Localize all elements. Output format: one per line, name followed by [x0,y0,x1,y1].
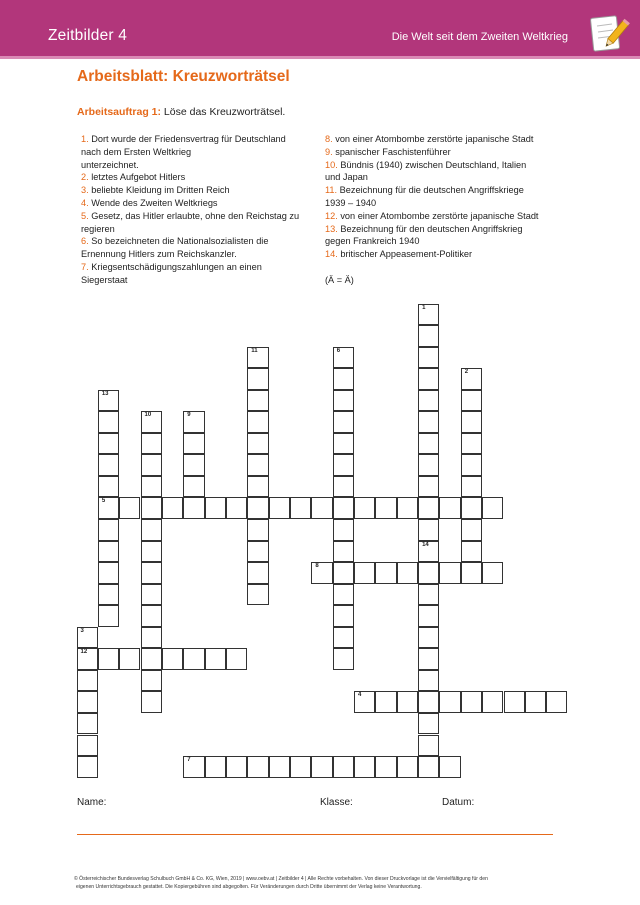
clue-number: 3. [81,185,89,196]
task-text: Löse das Kreuzworträtsel. [161,106,286,118]
clue-text: Bezeichnung für den deutschen Angriffskrieg [337,223,523,234]
crossword-cell[interactable] [418,476,439,498]
clue-text: (Ä = Ä) [325,274,354,285]
crossword-cell[interactable] [354,562,375,584]
crossword-cell[interactable] [333,562,354,584]
series-title: Zeitbilder 4 [48,27,128,44]
crossword-cell[interactable] [311,756,332,778]
crossword-cell[interactable] [183,497,204,519]
crossword-cell[interactable] [205,497,226,519]
crossword-cell[interactable] [418,691,439,713]
crossword-clue-number: 13 [101,390,109,397]
crossword-cell[interactable] [439,756,460,778]
crossword-cell[interactable] [333,476,354,498]
clue-text: letztes Aufgebot Hitlers [88,172,186,183]
clues-right-column [325,133,565,287]
crossword-clue-number: 6 [336,347,341,354]
crossword-cell[interactable] [418,497,439,519]
crossword-cell[interactable] [141,454,162,476]
crossword-cell[interactable] [247,541,268,563]
crossword-clue-number: 7 [187,757,191,764]
crossword-cell[interactable] [418,648,439,670]
crossword-cell[interactable] [226,497,247,519]
clue-text: Bündnis (1940) zwischen Deutschland, Italien [337,159,527,170]
crossword-cell[interactable] [333,541,354,563]
clue-text: spanischer Faschistenführer [332,146,451,157]
crossword-cell[interactable] [397,562,418,584]
clue-line [325,184,565,197]
topic-title: Die Welt seit dem Zweiten Weltkrieg [391,31,568,43]
crossword-clue-number: 10 [144,412,152,419]
crossword-clue-number: 14 [422,541,429,548]
crossword-cell[interactable] [354,756,375,778]
crossword-cell[interactable] [333,497,354,519]
crossword-clue-number: 12 [80,649,88,656]
crossword-clue-number: 5 [101,498,106,505]
clue-number: 5. [81,210,89,221]
crossword-cell[interactable] [333,433,354,455]
clue-line [81,197,321,210]
clue-line [81,184,321,197]
worksheet-title: Arbeitsblatt: Kreuzworträtsel [77,68,290,85]
crossword-cell[interactable] [77,648,98,670]
legal-line-1: © Österreichischer Bundesverlag Schulbuch GmbH & Co. KG, Wien, 2019 | www.oebv.at | Zeitbilder 4 | Alle Rechte vorbehalten. Von dieser Druckvorlage ist die Vervielfältigung für den [74,876,488,882]
crossword-cell[interactable] [461,519,482,541]
clue-text: Kriegsentschädigungszahlungen an einen [88,261,262,272]
crossword-cell[interactable] [418,304,439,326]
crossword-cell[interactable] [98,519,119,541]
crossword-cell[interactable] [418,368,439,390]
crossword-cell[interactable] [183,648,204,670]
clue-line [325,210,565,223]
crossword-cell[interactable] [77,691,98,713]
crossword-cell[interactable] [418,390,439,412]
crossword-clue-number: 1 [422,304,426,311]
crossword-cell[interactable] [247,411,268,433]
clue-text: Bezeichnung für die deutschen Angriffskriege [337,185,524,196]
crossword-cell[interactable] [311,497,332,519]
crossword-cell[interactable] [439,691,460,713]
crossword-cell[interactable] [333,454,354,476]
crossword-cell[interactable] [439,562,460,584]
crossword-cell[interactable] [141,605,162,627]
crossword-cell[interactable] [354,497,375,519]
crossword-clue-number: 3 [80,627,84,634]
footer-rule [77,834,553,835]
crossword-cell[interactable] [141,411,162,433]
legal-notice [74,875,594,892]
crossword-cell[interactable] [183,454,204,476]
clue-number: 10. [325,159,338,170]
crossword-cell[interactable] [461,691,482,713]
crossword-cell[interactable] [247,368,268,390]
clue-line [81,146,321,159]
crossword-cell[interactable] [247,454,268,476]
crossword-cell[interactable] [375,562,396,584]
crossword-cell[interactable] [290,497,311,519]
crossword-cell[interactable] [482,691,503,713]
crossword-cell[interactable] [461,497,482,519]
crossword-cell[interactable] [98,562,119,584]
crossword-cell[interactable] [247,562,268,584]
crossword-cell[interactable] [418,735,439,757]
clue-number: 1. [81,134,89,144]
crossword-cell[interactable] [439,497,460,519]
crossword-cell[interactable] [77,713,98,735]
clue-number: 9. [325,146,333,157]
crossword-cell[interactable] [418,347,439,369]
legal-line-2: eigenen Unterrichtsgebrauch gestattet. Die Kopiergebühren sind abgegolten. Für Veränderungen durch Dritte übernimmt der Verlag keine Verantwortung. [76,884,422,891]
crossword-cell[interactable] [162,497,183,519]
crossword-cell[interactable] [418,627,439,649]
crossword-cell[interactable] [461,454,482,476]
crossword-clue-number: 9 [187,412,191,419]
crossword-cell[interactable] [141,562,162,584]
crossword-cell[interactable] [98,476,119,498]
crossword-cell[interactable] [461,562,482,584]
clue-line [81,210,321,223]
clue-line [81,274,321,287]
clue-line [81,248,321,261]
crossword-cell[interactable] [525,691,546,713]
crossword-cell[interactable] [504,691,525,713]
clue-text: 1939 – 1940 [325,197,377,208]
crossword-clue-number: 2 [464,369,469,376]
crossword-cell[interactable] [77,756,98,778]
clue-text: nach dem Ersten Weltkrieg [81,146,192,157]
crossword-cell[interactable] [162,648,183,670]
crossword-cell[interactable] [482,562,503,584]
crossword-cell[interactable] [311,562,332,584]
clue-number: 7. [81,261,89,272]
clue-line [325,235,565,248]
crossword-cell[interactable] [461,368,482,390]
clue-number: 13. [325,223,338,234]
crossword-cell[interactable] [98,584,119,606]
clue-text: Gesetz, das Hitler erlaubte, ohne den Reichstag zu [88,210,300,221]
clue-text: gegen Frankreich 1940 [325,236,420,247]
crossword-cell[interactable] [418,562,439,584]
clue-text: So bezeichneten die Nationalsozialisten die [88,236,269,247]
clue-line [325,248,565,261]
crossword-cell[interactable] [418,541,439,563]
crossword-cell[interactable] [141,497,162,519]
crossword-cell[interactable] [333,411,354,433]
crossword-cell[interactable] [141,519,162,541]
crossword-cell[interactable] [247,476,268,498]
clue-text: von einer Atombombe zerstörte japanische Stadt [332,134,534,144]
task-label: Arbeitsauftrag 1: [77,106,162,118]
clue-text: Ernennung Hitlers zum Reichskanzler. [81,249,237,260]
clue-text: und Japan [325,172,368,183]
crossword-cell[interactable] [98,497,119,519]
crossword-cell[interactable] [141,584,162,606]
clue-text: regieren [81,223,115,234]
crossword-cell[interactable] [247,347,268,369]
crossword-cell[interactable] [119,497,140,519]
crossword-cell[interactable] [247,584,268,606]
crossword-cell[interactable] [418,756,439,778]
crossword-cell[interactable] [226,756,247,778]
crossword-cell[interactable] [333,347,354,369]
crossword-cell[interactable] [333,390,354,412]
crossword-cell[interactable] [461,541,482,563]
crossword-cell[interactable] [418,670,439,692]
crossword-cell[interactable] [375,691,396,713]
clue-line [325,171,565,184]
clue-text: unterzeichnet. [81,159,139,170]
crossword-cell[interactable] [354,691,375,713]
crossword-cell[interactable] [183,756,204,778]
clue-line [81,159,321,172]
clue-line [325,197,565,210]
clue-number: 4. [81,197,89,208]
clue-text: Wende des Zweiten Weltkriegs [88,197,218,208]
crossword-cell[interactable] [141,476,162,498]
clue-line [325,261,565,274]
clue-number: 2. [81,172,89,183]
crossword-cell[interactable] [461,476,482,498]
crossword-cell[interactable] [247,756,268,778]
crossword-cell[interactable] [375,497,396,519]
crossword-cell[interactable] [546,691,567,713]
crossword-cell[interactable] [183,433,204,455]
crossword-cell[interactable] [461,390,482,412]
crossword-cell[interactable] [397,756,418,778]
clue-number: 14. [325,249,338,260]
crossword-cell[interactable] [333,648,354,670]
clues-left-column [81,133,321,287]
crossword-cell[interactable] [333,756,354,778]
clue-line [81,171,321,184]
crossword-cell[interactable] [482,497,503,519]
crossword-cell[interactable] [141,670,162,692]
clue-text: Dort wurde der Friedensvertrag für Deutschland [88,134,286,144]
clue-number: 12. [325,210,338,221]
crossword-cell[interactable] [77,735,98,757]
clue-text: von einer Atombombe zerstörte japanische Stadt [337,210,539,221]
crossword-cell[interactable] [98,390,119,412]
clue-text: Siegerstaat [81,274,128,285]
crossword-cell[interactable] [141,627,162,649]
crossword-cell[interactable] [461,433,482,455]
crossword-cell[interactable] [418,325,439,347]
crossword-cell[interactable] [98,454,119,476]
crossword-cell[interactable] [461,411,482,433]
clue-line [325,146,565,159]
clue-line [325,223,565,236]
crossword-cell[interactable] [418,454,439,476]
crossword-cell[interactable] [77,670,98,692]
crossword-cell[interactable] [418,584,439,606]
crossword-cell[interactable] [141,541,162,563]
clue-line [325,159,565,172]
crossword-cell[interactable] [98,411,119,433]
crossword-cell[interactable] [226,648,247,670]
crossword-cell[interactable] [418,433,439,455]
crossword-cell[interactable] [77,627,98,649]
crossword-cell[interactable] [141,691,162,713]
crossword-cell[interactable] [119,648,140,670]
crossword-cell[interactable] [183,476,204,498]
clue-text: beliebte Kleidung im Dritten Reich [88,185,230,196]
crossword-cell[interactable] [141,648,162,670]
date-field-label: Datum: [442,797,475,808]
crossword-clue-number: 4 [358,692,362,699]
crossword-cell[interactable] [375,756,396,778]
crossword-cell[interactable] [333,584,354,606]
header-edge [0,56,640,59]
pencil-icon [586,12,630,56]
crossword-cell[interactable] [183,411,204,433]
crossword-cell[interactable] [418,713,439,735]
crossword-clue-number: 8 [315,563,319,570]
clue-line [81,133,321,146]
class-field-label: Klasse: [320,797,353,808]
crossword-cell[interactable] [247,433,268,455]
crossword-cell[interactable] [418,519,439,541]
clue-number: 8. [325,134,333,144]
clue-line [81,223,321,236]
clue-line [81,261,321,274]
crossword-cell[interactable] [333,627,354,649]
clue-line [81,235,321,248]
crossword-cell[interactable] [333,605,354,627]
crossword-cell[interactable] [205,648,226,670]
crossword-cell[interactable] [333,368,354,390]
clue-text: britischer Appeasement-Politiker [337,249,473,260]
crossword-cell[interactable] [333,519,354,541]
crossword-cell[interactable] [141,433,162,455]
crossword-cell[interactable] [98,648,119,670]
task-instruction [77,106,285,118]
clue-number: 6. [81,236,89,247]
clue-number: 11. [325,185,338,196]
crossword-cell[interactable] [98,541,119,563]
crossword-cell[interactable] [418,605,439,627]
crossword-cell[interactable] [247,519,268,541]
crossword-cell[interactable] [247,497,268,519]
crossword-cell[interactable] [98,605,119,627]
crossword-cell[interactable] [205,756,226,778]
crossword-cell[interactable] [269,497,290,519]
crossword-cell[interactable] [269,756,290,778]
crossword-cell[interactable] [418,411,439,433]
name-field-label: Name: [77,797,107,808]
crossword-cell[interactable] [397,691,418,713]
crossword-clue-number: 11 [251,347,258,354]
crossword-cell[interactable] [397,497,418,519]
crossword-cell[interactable] [290,756,311,778]
clue-line [325,274,565,287]
crossword-cell[interactable] [247,390,268,412]
clue-line [325,133,565,146]
crossword-cell[interactable] [98,433,119,455]
